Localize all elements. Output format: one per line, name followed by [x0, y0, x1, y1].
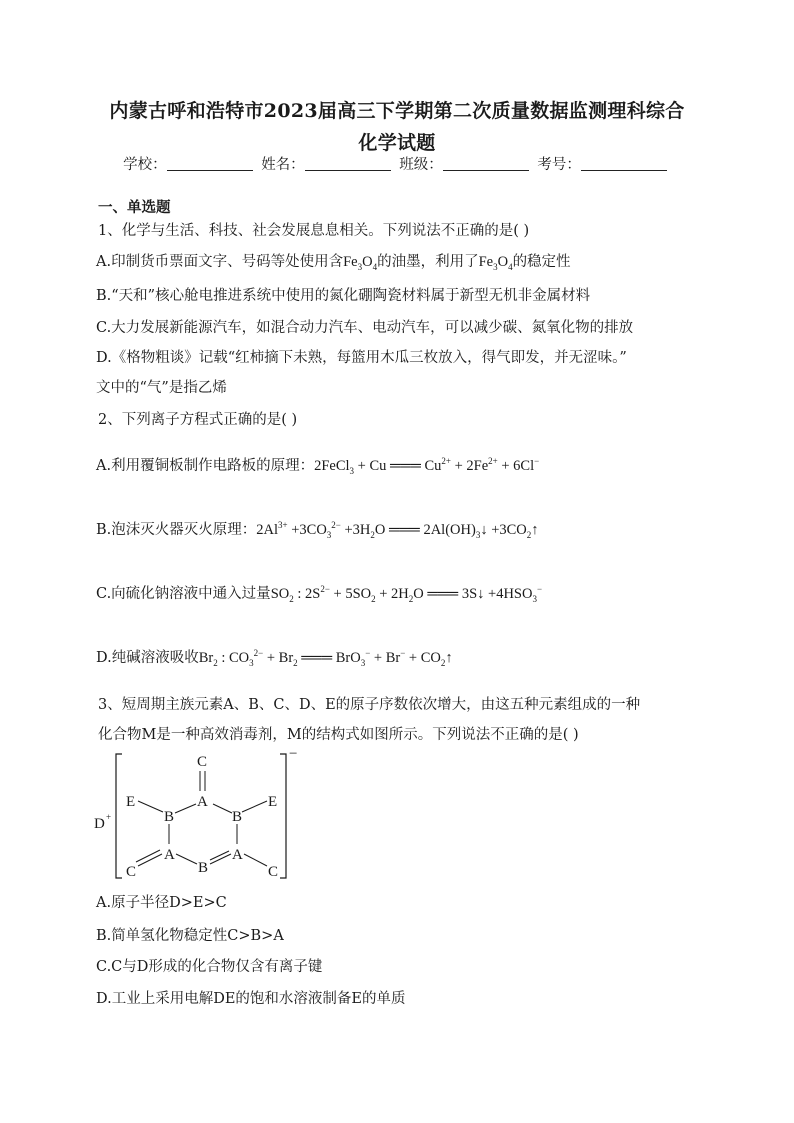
q1-option-d-line2: 文中的“气”是指乙烯 [96, 380, 227, 396]
student-info-row [0, 153, 794, 174]
q3-option-d: D.工业上采用电解DE的饱和水溶液制备E的单质 [96, 991, 406, 1007]
q3-option-b: B.简单氢化物稳定性C>B>A [96, 928, 284, 944]
q3-option-c: C.C与D形成的化合物仅含有离子键 [96, 959, 323, 975]
q3-stem-line2: 化合物M是一种高效消毒剂，M的结构式如图所示。下列说法不正确的是( ) [98, 727, 579, 743]
q2-b-equation: $2Al^{3+} +3CO_3^{2-} +3H_2O$ ═══ $2Al(OH)_3↓$ $+3CO_2↑$ [256, 520, 539, 540]
q2-b-text: B.泡沫灭火器灭火原理： [96, 522, 257, 538]
d-charge-label: + [106, 812, 112, 822]
page-title-line1: 内蒙古呼和浩特市2023届高三下学期第二次质量数据监测理科综合 [109, 100, 685, 122]
atom-b-left: B [164, 809, 175, 825]
class-blank [443, 156, 529, 171]
d-cation-label: D [94, 816, 105, 832]
q3-stem-line1: 3、短周期主族元素A、B、C、D、E的原子序数依次增大，由这五种元素组成的一种 [98, 697, 641, 713]
q1-option-b: B.“天和”核心舱电推进系统中使用的氮化硼陶瓷材料属于新型无机非金属材料 [96, 288, 591, 304]
q1-a-post: 的稳定性 [512, 254, 571, 270]
q2-option-a [96, 454, 539, 475]
page-title-line2: 化学试题 [358, 132, 436, 154]
exam-no-blank [581, 156, 667, 171]
school-blank [167, 156, 253, 171]
atom-b-bottom: B [198, 860, 209, 876]
q2-stem: 2、下列离子方程式正确的是( ) [98, 412, 298, 428]
formula-fe3o4: $Fe_3O_4$ [343, 254, 378, 272]
exam-no-label: 考号： [537, 157, 581, 173]
q2-d-equation: $Br_2$ : $CO_3^{2-} + Br_2$ ═══ $BrO_3^- + Br^- + CO_2↑$ [198, 648, 453, 668]
name-label: 姓名： [261, 157, 305, 173]
q2-a-text: A.利用覆铜板制作电路板的原理： [96, 458, 315, 474]
q1-stem: 1、化学与生活、科技、社会发展息息相关。下列说法不正确的是( ) [98, 223, 530, 239]
atom-a-left: A [164, 847, 175, 863]
q2-option-d [96, 646, 453, 667]
class-label: 班级： [399, 157, 443, 173]
school-label: 学校： [123, 157, 167, 173]
structure-diagram [86, 746, 316, 886]
right-bracket [280, 754, 286, 878]
q2-c-equation: $SO_2$ : $2S^{2-} + 5SO_2 + 2H_2O$ ═══ 3S↓ $+4HSO_3^-$ [270, 584, 543, 604]
q1-option-c: C.大力发展新能源汽车，如混合动力汽车、电动汽车，可以减少碳、氮氧化物的排放 [96, 320, 634, 336]
q1-a-pre: A.印制货币票面文字、号码等处使用含 [96, 254, 344, 270]
q1-option-a [96, 250, 571, 271]
left-bracket [116, 754, 122, 878]
q2-a-equation: 2FeCl$_3$ + Cu ═══ $Cu^{2+} + 2Fe^{2+} + 6Cl^-$ [314, 456, 540, 476]
q1-option-d-line1: D.《格物粗谈》记载“红柿摘下未熟，每篮用木瓜三枚放入，得气即发，并无涩味。” [96, 350, 627, 366]
atom-c-left: C [126, 864, 137, 880]
charge-label: − [289, 746, 298, 762]
q2-d-text: D.纯碱溶液吸收 [96, 650, 199, 666]
atom-c-top: C [197, 754, 208, 770]
atom-a-top: A [197, 794, 208, 810]
q2-option-c [96, 582, 542, 603]
q2-option-b [96, 518, 539, 539]
q2-c-text: C.向硫化钠溶液中通入过量 [96, 586, 271, 602]
atom-b-right: B [232, 809, 243, 825]
atom-e-left: E [126, 794, 136, 810]
formula-fe3o4-2: $Fe_3O_4$ [478, 254, 513, 272]
q1-a-mid: 的油墨，利用了 [377, 254, 479, 270]
atom-e-right: E [268, 794, 278, 810]
name-blank [305, 156, 391, 171]
q3-option-a: A.原子半径D>E>C [96, 895, 227, 911]
atom-a-right: A [232, 847, 243, 863]
atom-c-right: C [268, 864, 279, 880]
bonds [136, 771, 267, 866]
section-heading: 一、单选题 [98, 199, 171, 216]
